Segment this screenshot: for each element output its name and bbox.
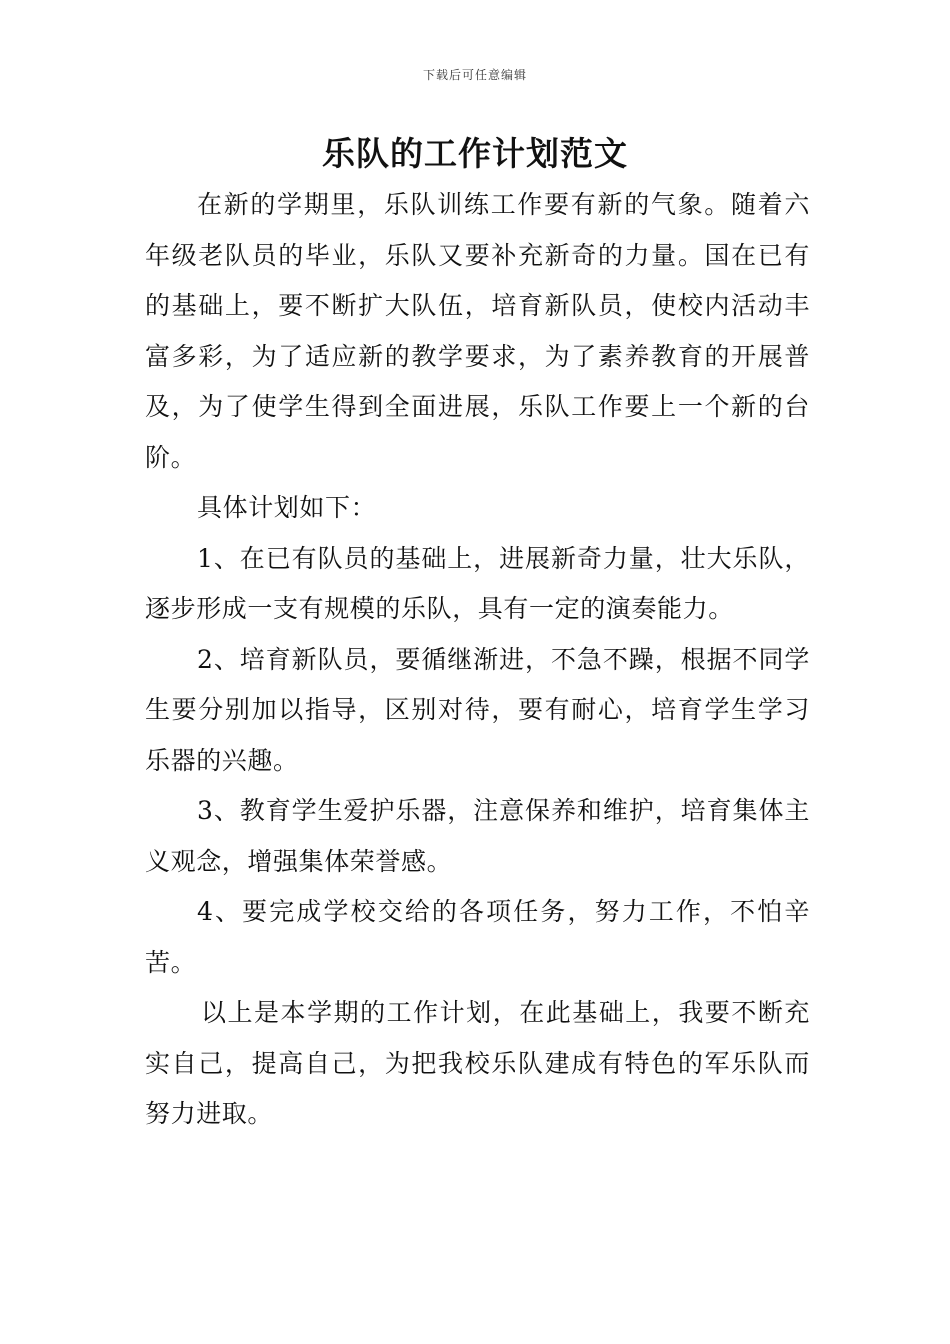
document-body bbox=[145, 180, 810, 1140]
plan-heading-paragraph: 具体计划如下： bbox=[197, 493, 377, 522]
plan-item-4: 4、要完成学校交给的各项任务，努力工作，不怕辛苦。 bbox=[145, 897, 810, 977]
document-title: 乐队的工作计划范文 bbox=[322, 134, 628, 173]
plan-item-3: 3、教育学生爱护乐器，注意保养和维护，培育集体主义观念，增强集体荣誉感。 bbox=[145, 796, 810, 876]
header-note: 下载后可任意编辑 bbox=[422, 68, 527, 82]
plan-item-2: 2、培育新队员，要循继渐进，不急不躁，根据不同学生要分别加以指导，区别对待，要有耐心，培育学生学习乐器的兴趣。 bbox=[145, 644, 810, 775]
conclusion-paragraph: 以上是本学期的工作计划，在此基础上，我要不断充实自己，提高自己，为把我校乐队建成有特色的军乐队而努力进取。 bbox=[145, 998, 810, 1128]
intro-paragraph: 在新的学期里，乐队训练工作要有新的气象。随着六年级老队员的毕业，乐队又要补充新奇的力量。国在已有的基础上，要不断扩大队伍，培育新队员，使校内活动丰富多彩，为了适应新的教学要求，为了素养教育的开展普及，为了使学生得到全面进展，乐队工作要上一个新的台阶。 bbox=[145, 190, 810, 472]
plan-item-1: 1、在已有队员的基础上，进展新奇力量，壮大乐队，逐步形成一支有规模的乐队，具有一定的演奏能力。 bbox=[145, 543, 810, 623]
